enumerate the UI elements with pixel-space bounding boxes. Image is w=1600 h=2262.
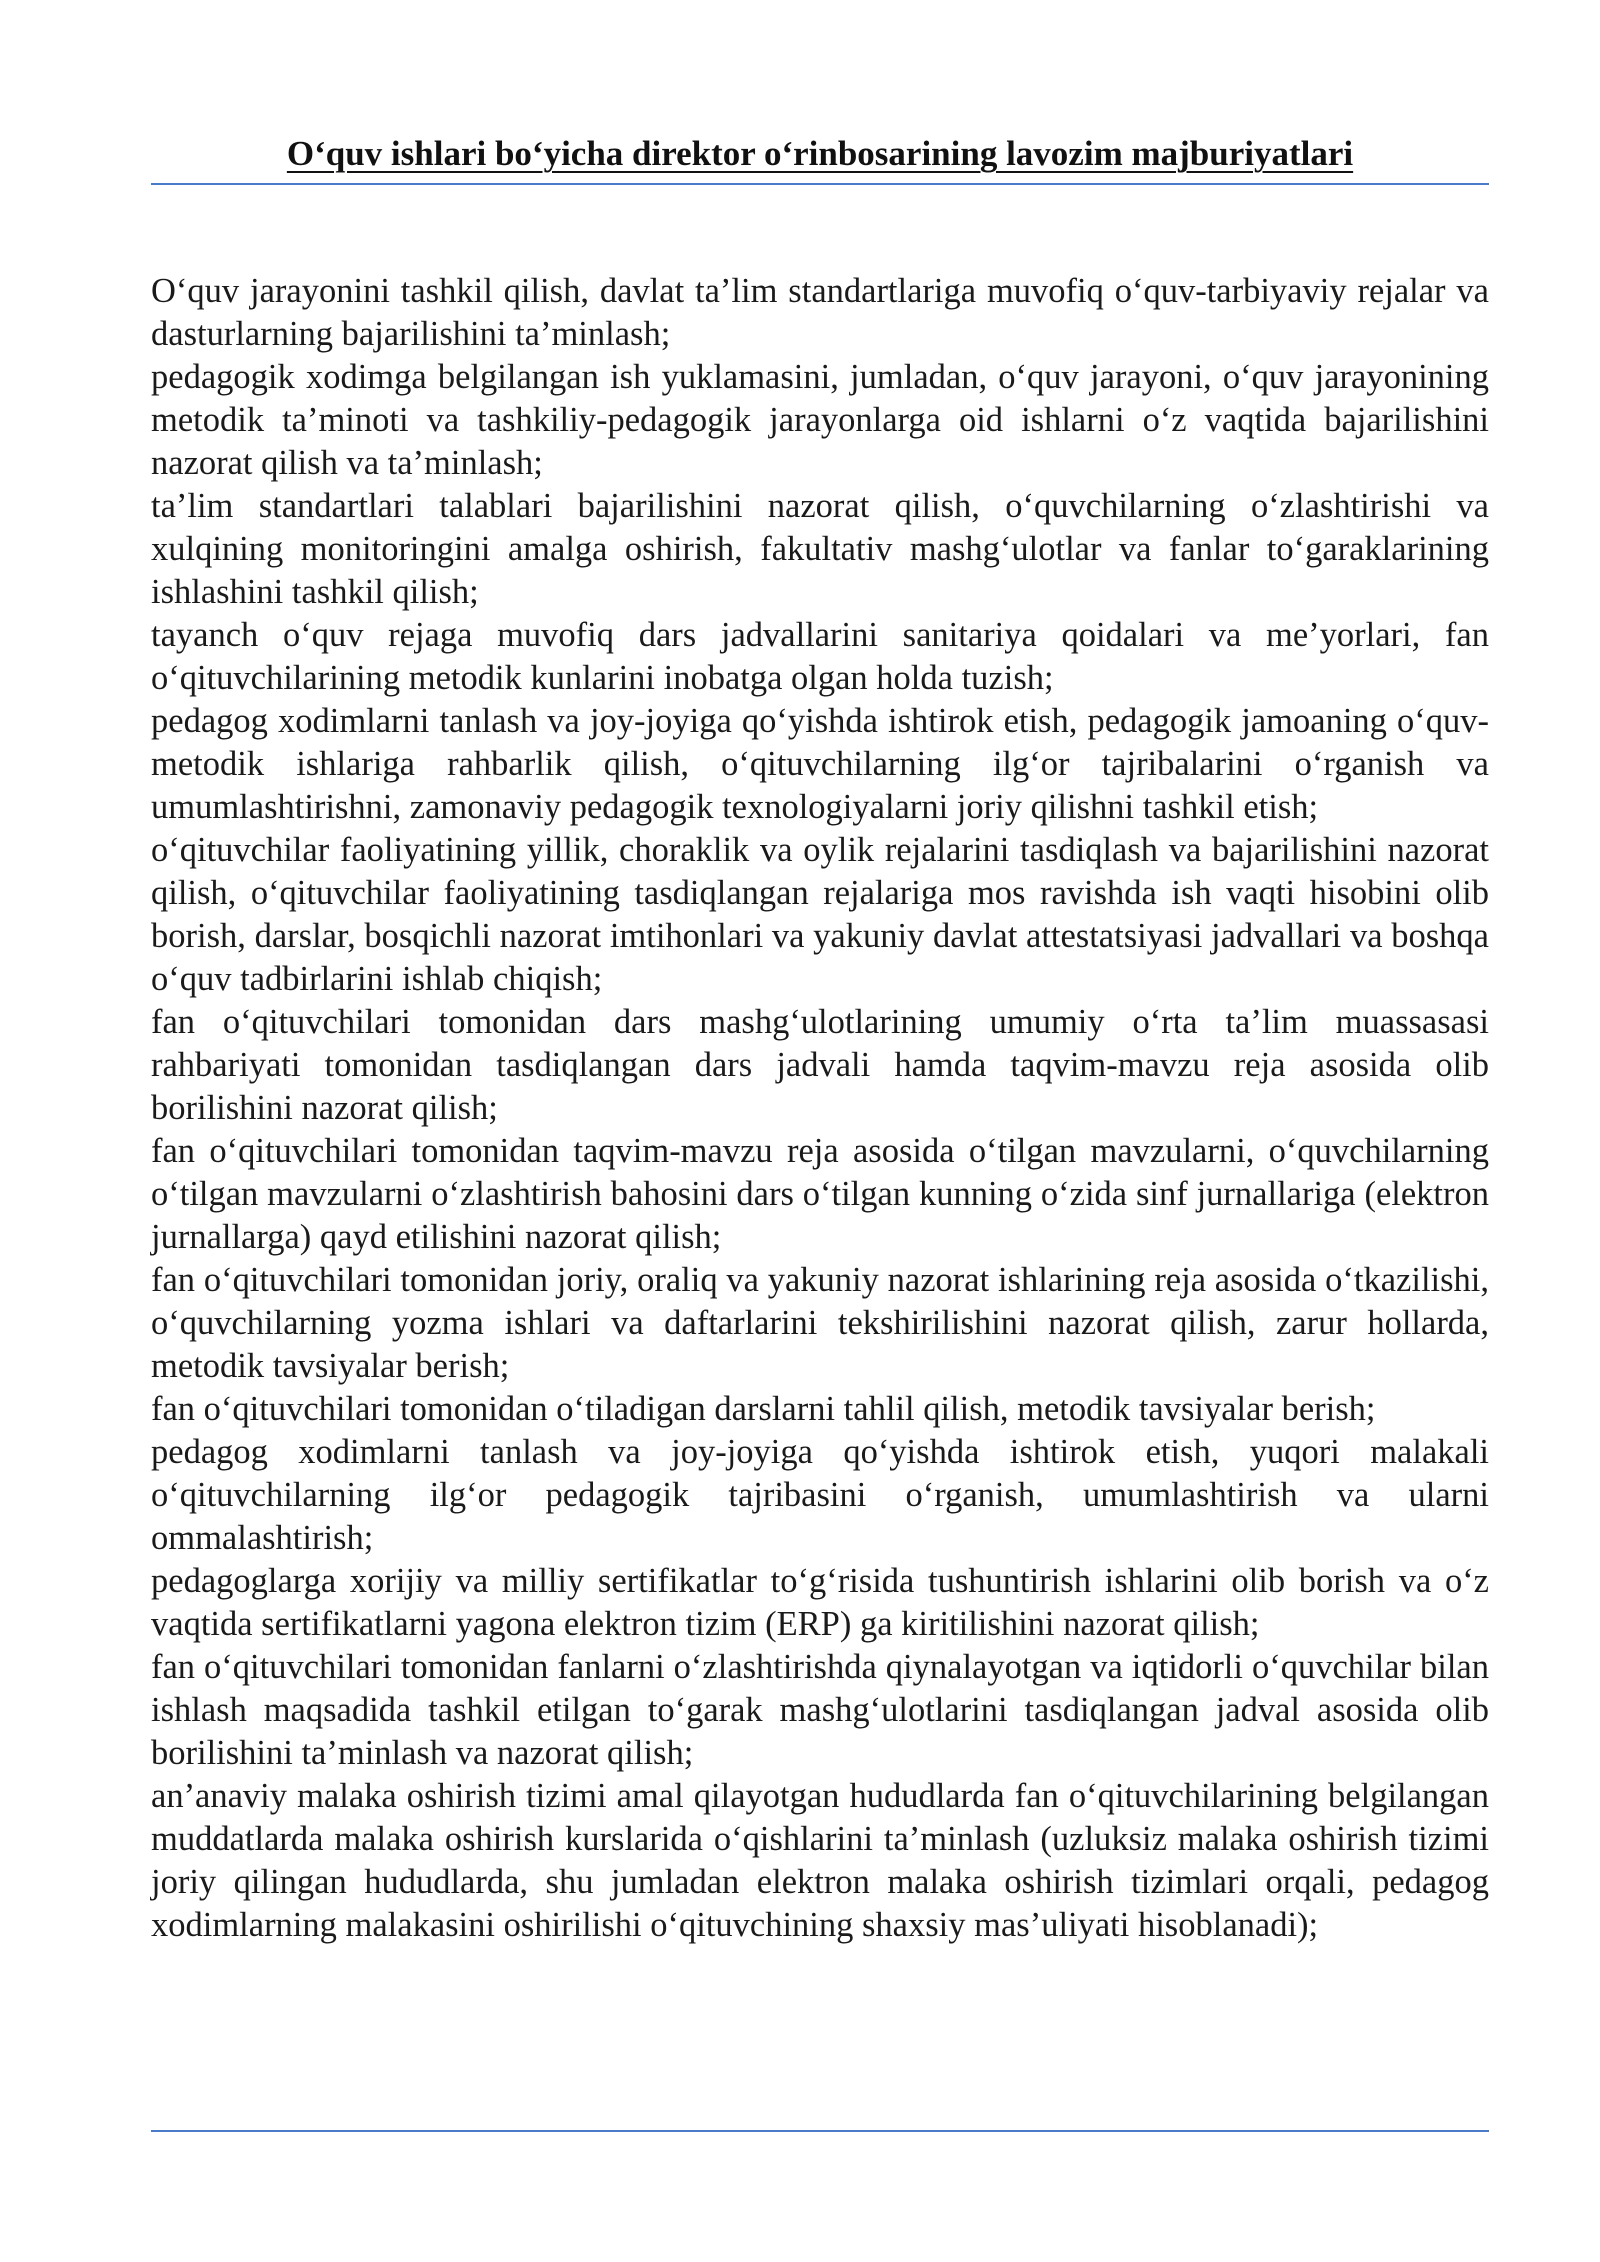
paragraph: fan o‘qituvchilari tomonidan o‘tiladigan darslarni tahlil qilish, metodik tavsiyalar berish; [151, 1390, 1376, 1428]
paragraph: o‘qituvchilar faoliyatining yillik, choraklik va oylik rejalarini tasdiqlash va bajarilishini nazorat qilish, o‘qituvchilar faoliyatining tasdiqlangan rejalariga mos ravishda ish vaqti hisobini olib borish, darslar, bosqichli nazorat imtihonlari va yakuniy davlat attestatsiyasi jadvallari va boshqa o‘quv tadbirlarini ishlab chiqish; [151, 831, 1489, 998]
paragraph: ta’lim standartlari talablari bajarilishini nazorat qilish, o‘quvchilarning o‘zlashtirishi va xulqining monitoringini amalga oshirish, fakultativ mashg‘ulotlar va fanlar to‘garaklarining ishlashini tashkil qilish; [151, 487, 1489, 611]
document-title: O‘quv ishlari bo‘yicha direktor o‘rinbosarining lavozim majburiyatlari [286, 134, 1354, 173]
footer-divider [151, 2130, 1489, 2132]
document-body [151, 270, 1489, 1947]
header-divider [151, 183, 1489, 185]
paragraph: fan o‘qituvchilari tomonidan dars mashg‘ulotlarining umumiy o‘rta ta’lim muassasasi rahbariyati tomonidan tasdiqlangan dars jadvali hamda taqvim-mavzu reja asosida olib borilishini nazorat qilish; [151, 1003, 1489, 1127]
paragraph: fan o‘qituvchilari tomonidan fanlarni o‘zlashtirishda qiynalayotgan va iqtidorli o‘quvchilar bilan ishlash maqsadida tashkil etilgan to‘garak mashg‘ulotlarini tasdiqlangan jadval asosida olib borilishini ta’minlash va nazorat qilish; [151, 1648, 1489, 1772]
title-container [151, 128, 1489, 180]
paragraph: fan o‘qituvchilari tomonidan taqvim-mavzu reja asosida o‘tilgan mavzularni, o‘quvchilarning o‘tilgan mavzularni o‘zlashtirish bahosini dars o‘tilgan kunning o‘zida sinf jurnallariga (elektron jurnallarga) qayd etilishini nazorat qilish; [151, 1132, 1489, 1256]
paragraph: O‘quv jarayonini tashkil qilish, davlat ta’lim standartlariga muvofiq o‘quv-tarbiyaviy rejalar va dasturlarning bajarilishini ta’minlash; [151, 272, 1489, 353]
paragraph: pedagog xodimlarni tanlash va joy-joyiga qo‘yishda ishtirok etish, yuqori malakali o‘qituvchilarning ilg‘or pedagogik tajribasini o‘rganish, umumlashtirish va ularni ommalashtirish; [151, 1433, 1489, 1557]
paragraph: fan o‘qituvchilari tomonidan joriy, oraliq va yakuniy nazorat ishlarining reja asosida o‘tkazilishi, o‘quvchilarning yozma ishlari va daftarlarini tekshirilishini nazorat qilish, zarur hollarda, metodik tavsiyalar berish; [151, 1261, 1489, 1385]
paragraph: an’anaviy malaka oshirish tizimi amal qilayotgan hududlarda fan o‘qituvchilarining belgilangan muddatlarda malaka oshirish kurslarida o‘qishlarini ta’minlash (uzluksiz malaka oshirish tizimi joriy qilingan hududlarda, shu jumladan elektron malaka oshirish tizimlari orqali, pedagog xodimlarning malakasini oshirilishi o‘qituvchining shaxsiy mas’uliyati hisoblanadi); [151, 1777, 1489, 1944]
paragraph: tayanch o‘quv rejaga muvofiq dars jadvallarini sanitariya qoidalari va me’yorlari, fan o‘qituvchilarining metodik kunlarini inobatga olgan holda tuzish; [151, 616, 1489, 697]
paragraph: pedagogik xodimga belgilangan ish yuklamasini, jumladan, o‘quv jarayoni, o‘quv jarayonining metodik ta’minoti va tashkiliy-pedagogik jarayonlarga oid ishlarni o‘z vaqtida bajarilishini nazorat qilish va ta’minlash; [151, 358, 1489, 482]
paragraph: pedagoglarga xorijiy va milliy sertifikatlar to‘g‘risida tushuntirish ishlarini olib borish va o‘z vaqtida sertifikatlarni yagona elektron tizim (ERP) ga kiritilishini nazorat qilish; [151, 1562, 1489, 1643]
paragraph: pedagog xodimlarni tanlash va joy-joyiga qo‘yishda ishtirok etish, pedagogik jamoaning o‘quv-metodik ishlariga rahbarlik qilish, o‘qituvchilarning ilg‘or tajribalarini o‘rganish va umumlashtirishni, zamonaviy pedagogik texnologiyalarni joriy qilishni tashkil etish; [151, 702, 1489, 826]
